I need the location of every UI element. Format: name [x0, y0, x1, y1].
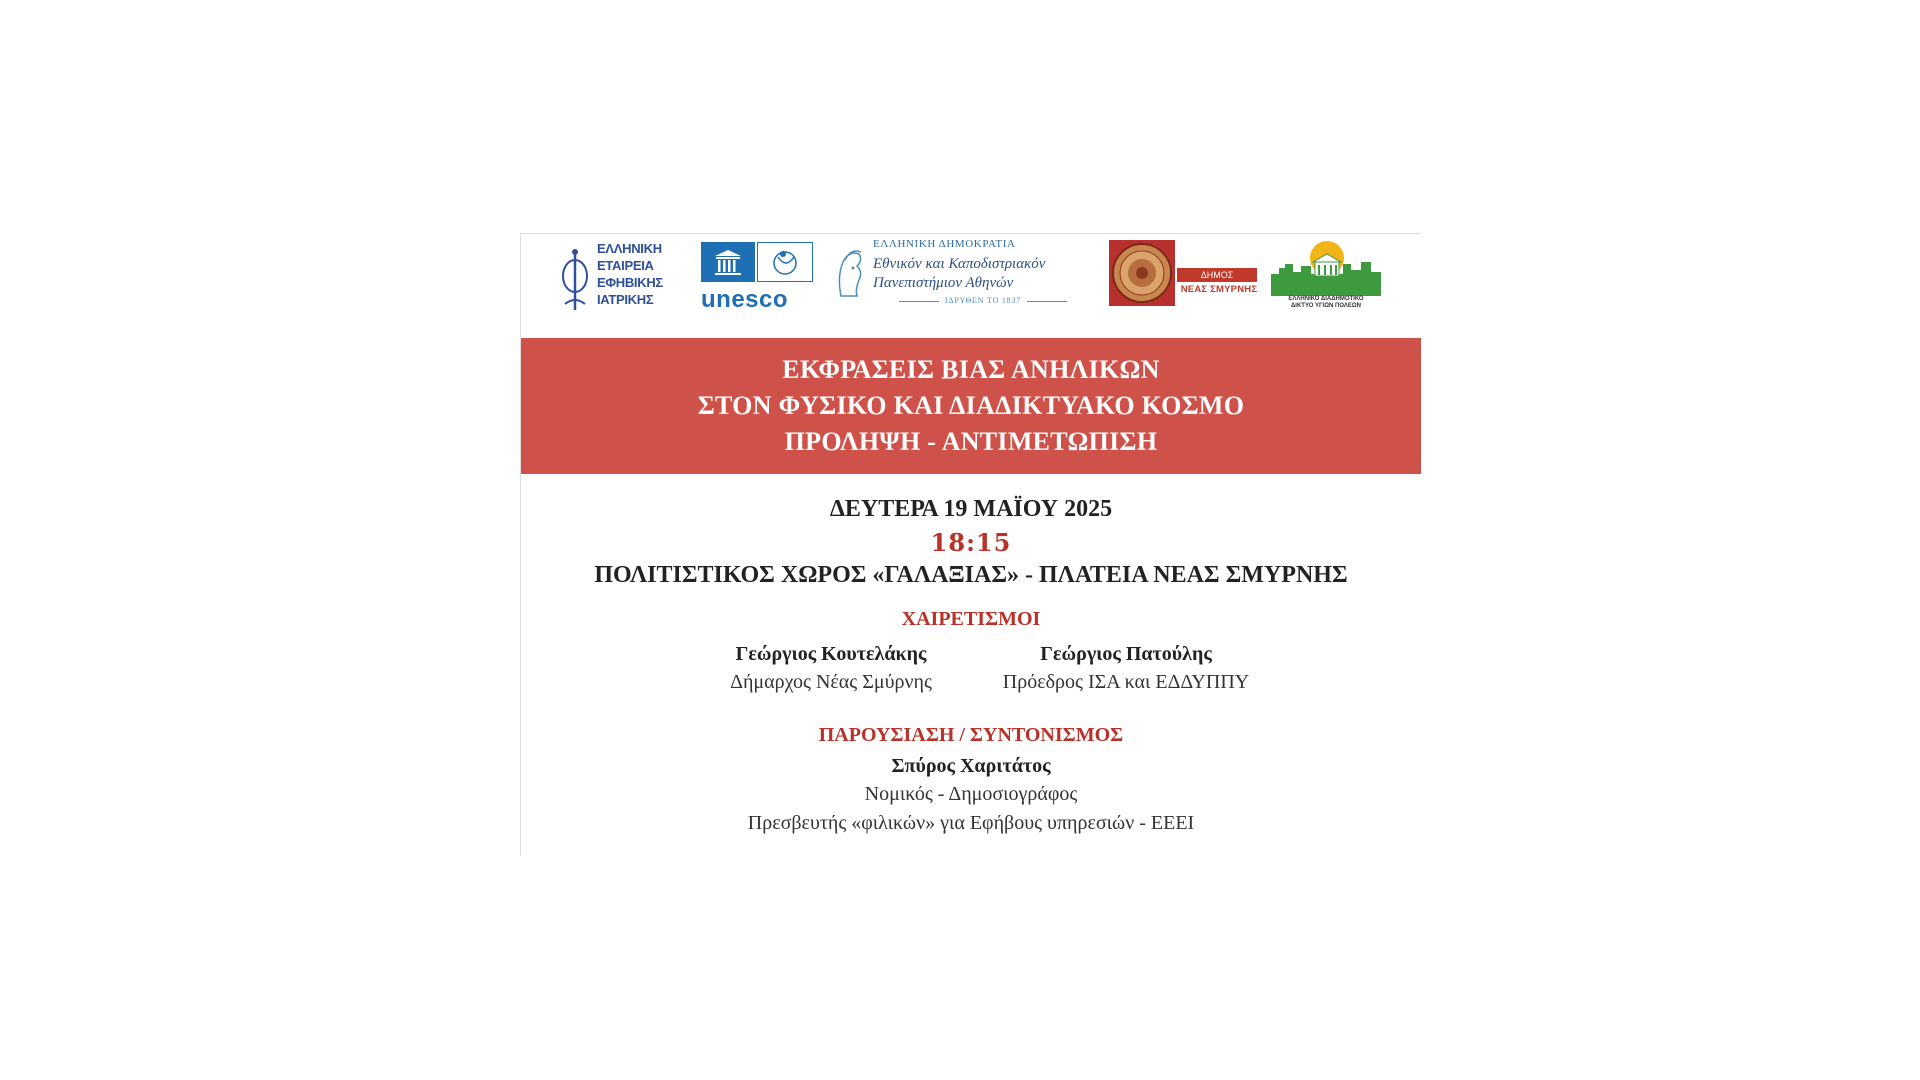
healthy-cities-caption-1: ΕΛΛΗΝΙΚΟ ΔΙΑΔΗΜΟΤΙΚΟ — [1288, 296, 1364, 302]
caduceus-icon — [559, 246, 591, 312]
event-poster — [520, 233, 1421, 856]
uoa-line-1: ΕΛΛΗΝΙΚΗ ΔΗΜΟΚΡΑΤΙΑ — [873, 238, 1016, 250]
eeei-logo-text — [597, 240, 677, 308]
greeting-person-2 — [976, 640, 1276, 696]
healthy-city-icon — [1271, 238, 1381, 296]
person-role: Πρόεδρος ΙΣΑ και ΕΔΔΥΠΠΥ — [1002, 671, 1250, 693]
unesco-logo — [701, 242, 811, 313]
banner-title-line-2: ΣΤΟΝ ΦΥΣΙΚΟ ΚΑΙ ΔΙΑΔΙΚΤΥΑΚΟ ΚΟΣΜΟ — [697, 391, 1245, 420]
person-name: Γεώργιος Κουτελάκης — [735, 643, 927, 665]
coordinator-name: Σπύρος Χαριτάτος — [891, 755, 1051, 777]
uoa-line-2: Εθνικόν και Καποδιστριακόν — [873, 256, 1046, 272]
dimos-band: ΔΗΜΟΣ — [1177, 268, 1257, 282]
eeei-line-1: ΕΛΛΗΝΙΚΗ — [597, 241, 662, 256]
person-role: Δήμαρχος Νέας Σμύρνης — [730, 671, 932, 693]
uoa-logo — [833, 238, 1095, 310]
eeei-line-2: ΕΤΑΙΡΕΙΑ — [597, 258, 654, 273]
healthy-cities-caption-2: ΔΙΚΤΥΟ ΥΓΙΩΝ ΠΟΛΕΩΝ — [1290, 303, 1362, 309]
healthy-cities-logo — [1271, 238, 1381, 310]
event-venue: ΠΟΛΙΤΙΣΤΙΚΟΣ ΧΩΡΟΣ «ΓΑΛΑΞΙΑΣ» - ΠΛΑΤΕΙΑ ΝΕΑΣ ΣΜΥΡΝΗΣ — [594, 562, 1348, 588]
coordinator-role-2: Πρεσβευτής «φιλικών» για Εφήβους υπηρεσιών - ΕΕΕΙ — [747, 812, 1195, 834]
eeei-logo — [559, 240, 669, 310]
dimos-name: ΝΕΑΣ ΣΜΥΡΝΗΣ — [1180, 284, 1258, 295]
banner-title-line-3: ΠΡΟΛΗΨΗ - ΑΝΤΙΜΕΤΩΠΙΣΗ — [784, 427, 1158, 456]
coordination-heading: ΠΑΡΟΥΣΙΑΣΗ / ΣΥΝΤΟΝΙΣΜΟΣ — [818, 724, 1124, 746]
event-date: ΔΕΥΤΕΡΑ 19 ΜΑΪΟΥ 2025 — [829, 496, 1113, 522]
seal-icon — [1109, 240, 1175, 306]
temple-icon — [701, 242, 755, 282]
healthy-cities-caption — [1271, 296, 1381, 310]
title-banner — [521, 338, 1421, 474]
event-time: 18:15 — [930, 528, 1012, 557]
eeei-line-4: ΙΑΤΡΙΚΗΣ — [597, 292, 654, 307]
globe-icon — [757, 242, 813, 282]
logo-strip — [521, 234, 1421, 338]
person-name: Γεώργιος Πατούλης — [1040, 643, 1212, 665]
greetings-heading: ΧΑΙΡΕΤΙΣΜΟΙ — [901, 608, 1041, 630]
athena-head-icon — [833, 246, 865, 300]
eeei-line-3: ΕΦΗΒΙΚΗΣ — [597, 275, 663, 290]
uoa-line-3: Πανεπιστήμιον Αθηνών — [873, 275, 1014, 291]
greeting-person-1 — [681, 640, 981, 696]
uoa-line-4: ΙΔΡΥΘΕΝ ΤΟ 1837 — [873, 296, 1093, 305]
banner-title-line-1: ΕΚΦΡΑΣΕΙΣ ΒΙΑΣ ΑΝΗΛΙΚΩΝ — [782, 355, 1160, 384]
coordinator-role-1: Νομικός - Δημοσιογράφος — [864, 783, 1078, 805]
nea-smyrni-logo — [1109, 240, 1259, 306]
unesco-wordmark: unesco — [701, 286, 789, 313]
